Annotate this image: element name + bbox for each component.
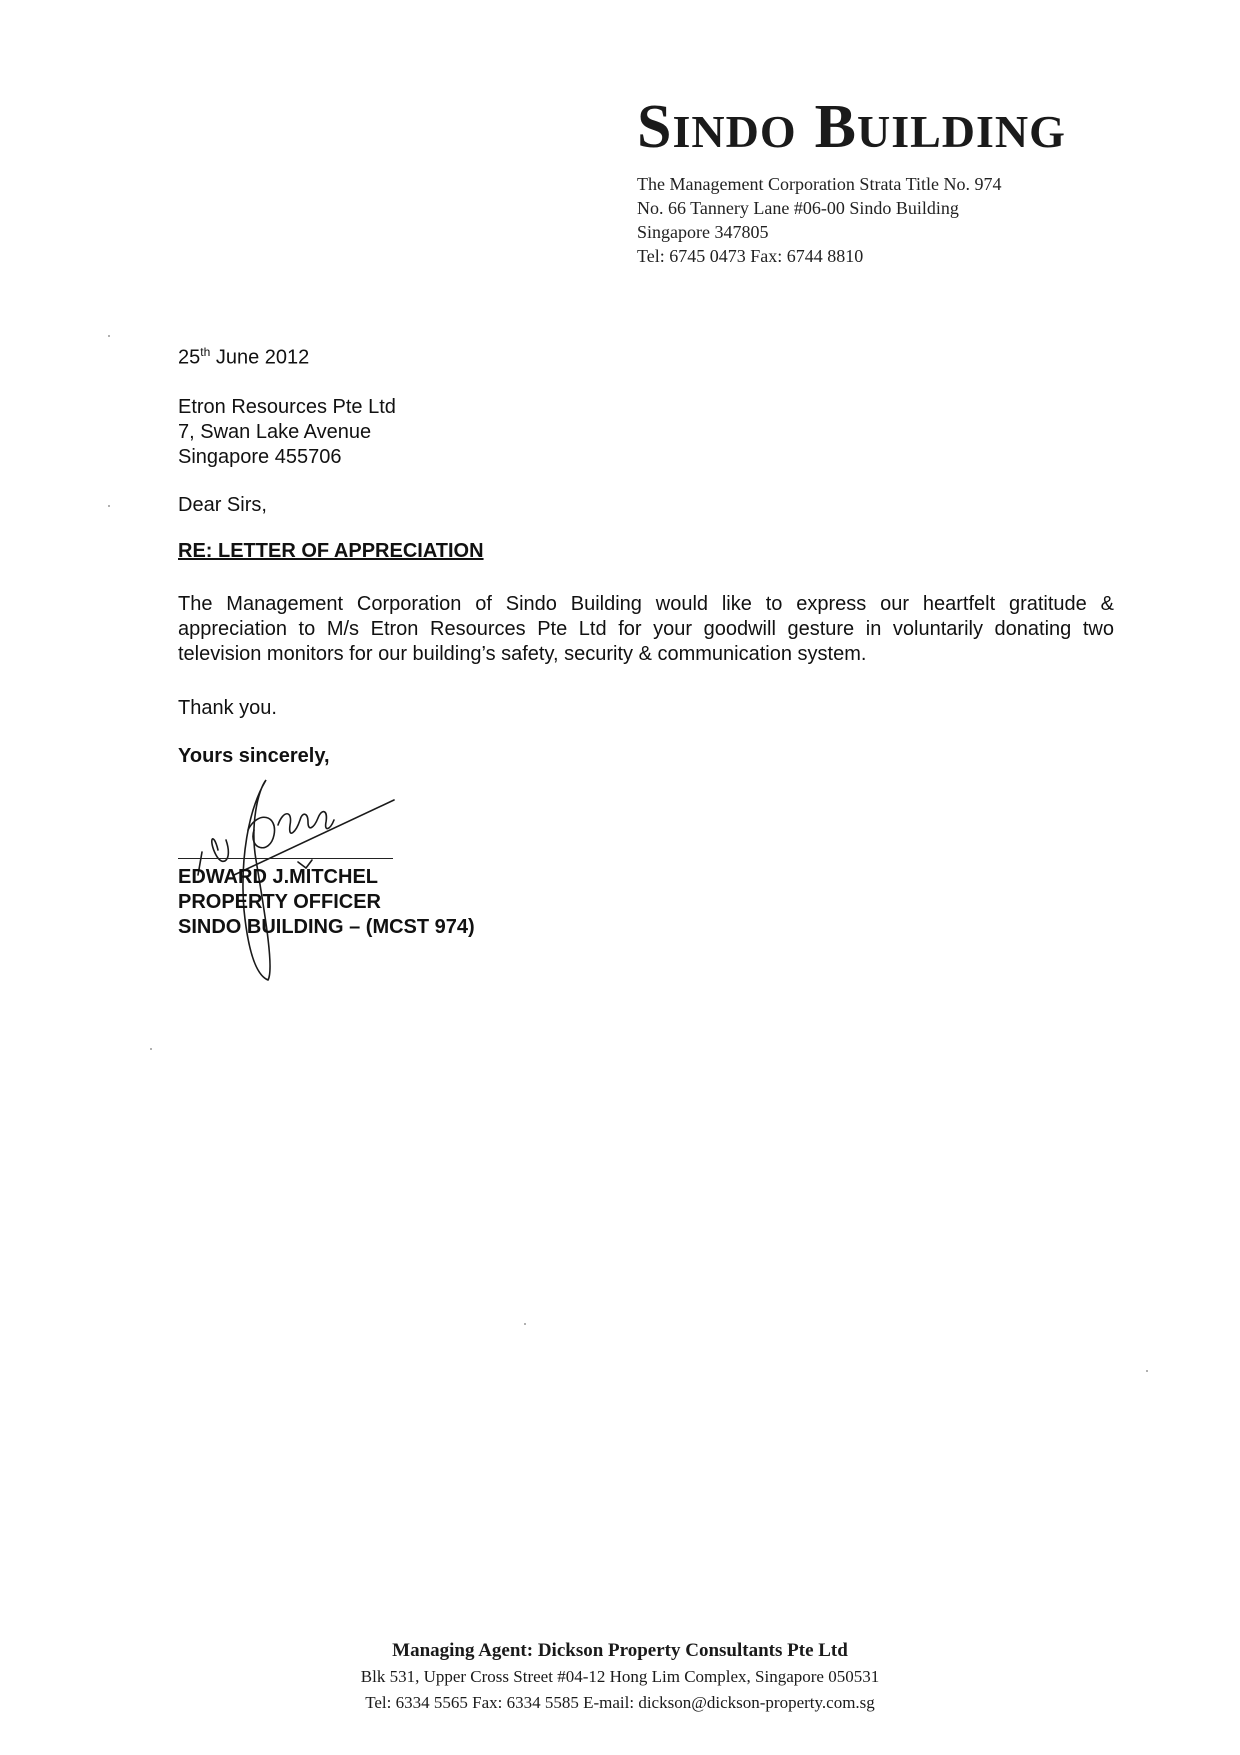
recipient-line: 7, Swan Lake Avenue xyxy=(178,421,372,443)
footer-title: Managing Agent: Dickson Property Consultants Pte Ltd xyxy=(392,1640,848,1661)
letterhead-line: No. 66 Tannery Lane #06-00 Sindo Building xyxy=(637,198,959,218)
subject-line: RE: LETTER OF APPRECIATION xyxy=(178,540,484,562)
scan-speck xyxy=(1146,1370,1148,1372)
recipient-line: Singapore 455706 xyxy=(178,446,342,468)
signatory-org: SINDO BUILDING – (MCST 974) xyxy=(178,916,475,938)
letter-date: 25th June 2012 xyxy=(178,345,310,369)
letter-body: The Management Corporation of Sindo Building would like to express our heartfelt gratitude & appreciation to M/s Etron Resources Pte Ltd for your goodwill gesture in voluntarily donating two television monitors for our building’s safety, security & communication system. xyxy=(178,593,1114,665)
scan-speck xyxy=(108,505,110,507)
scan-speck xyxy=(524,1323,526,1325)
footer-address: Blk 531, Upper Cross Street #04-12 Hong Lim Complex, Singapore 050531 xyxy=(360,1667,880,1686)
brand-logo: SINDO BUILDING xyxy=(637,93,1066,161)
scan-speck xyxy=(150,1048,152,1050)
salutation: Dear Sirs, xyxy=(178,494,267,516)
signature-line xyxy=(178,858,393,859)
closing-line: Yours sincerely, xyxy=(178,745,330,767)
letterhead-line: The Management Corporation Strata Title No. 974 xyxy=(637,174,1002,194)
signatory-title: PROPERTY OFFICER xyxy=(178,891,381,913)
scan-speck xyxy=(108,335,110,337)
letterhead-line: Singapore 347805 xyxy=(637,222,769,242)
footer-contact: Tel: 6334 5565 Fax: 6334 5585 E-mail: dickson@dickson-property.com.sg xyxy=(365,1693,875,1712)
letterhead-address xyxy=(637,172,1001,268)
recipient-line: Etron Resources Pte Ltd xyxy=(178,396,396,418)
signatory-block xyxy=(178,865,475,940)
letterhead-line: Tel: 6745 0473 Fax: 6744 8810 xyxy=(637,246,864,266)
signatory-name: EDWARD J.MITCHEL xyxy=(178,866,378,888)
recipient-address xyxy=(178,395,396,470)
thanks-line: Thank you. xyxy=(178,697,277,719)
